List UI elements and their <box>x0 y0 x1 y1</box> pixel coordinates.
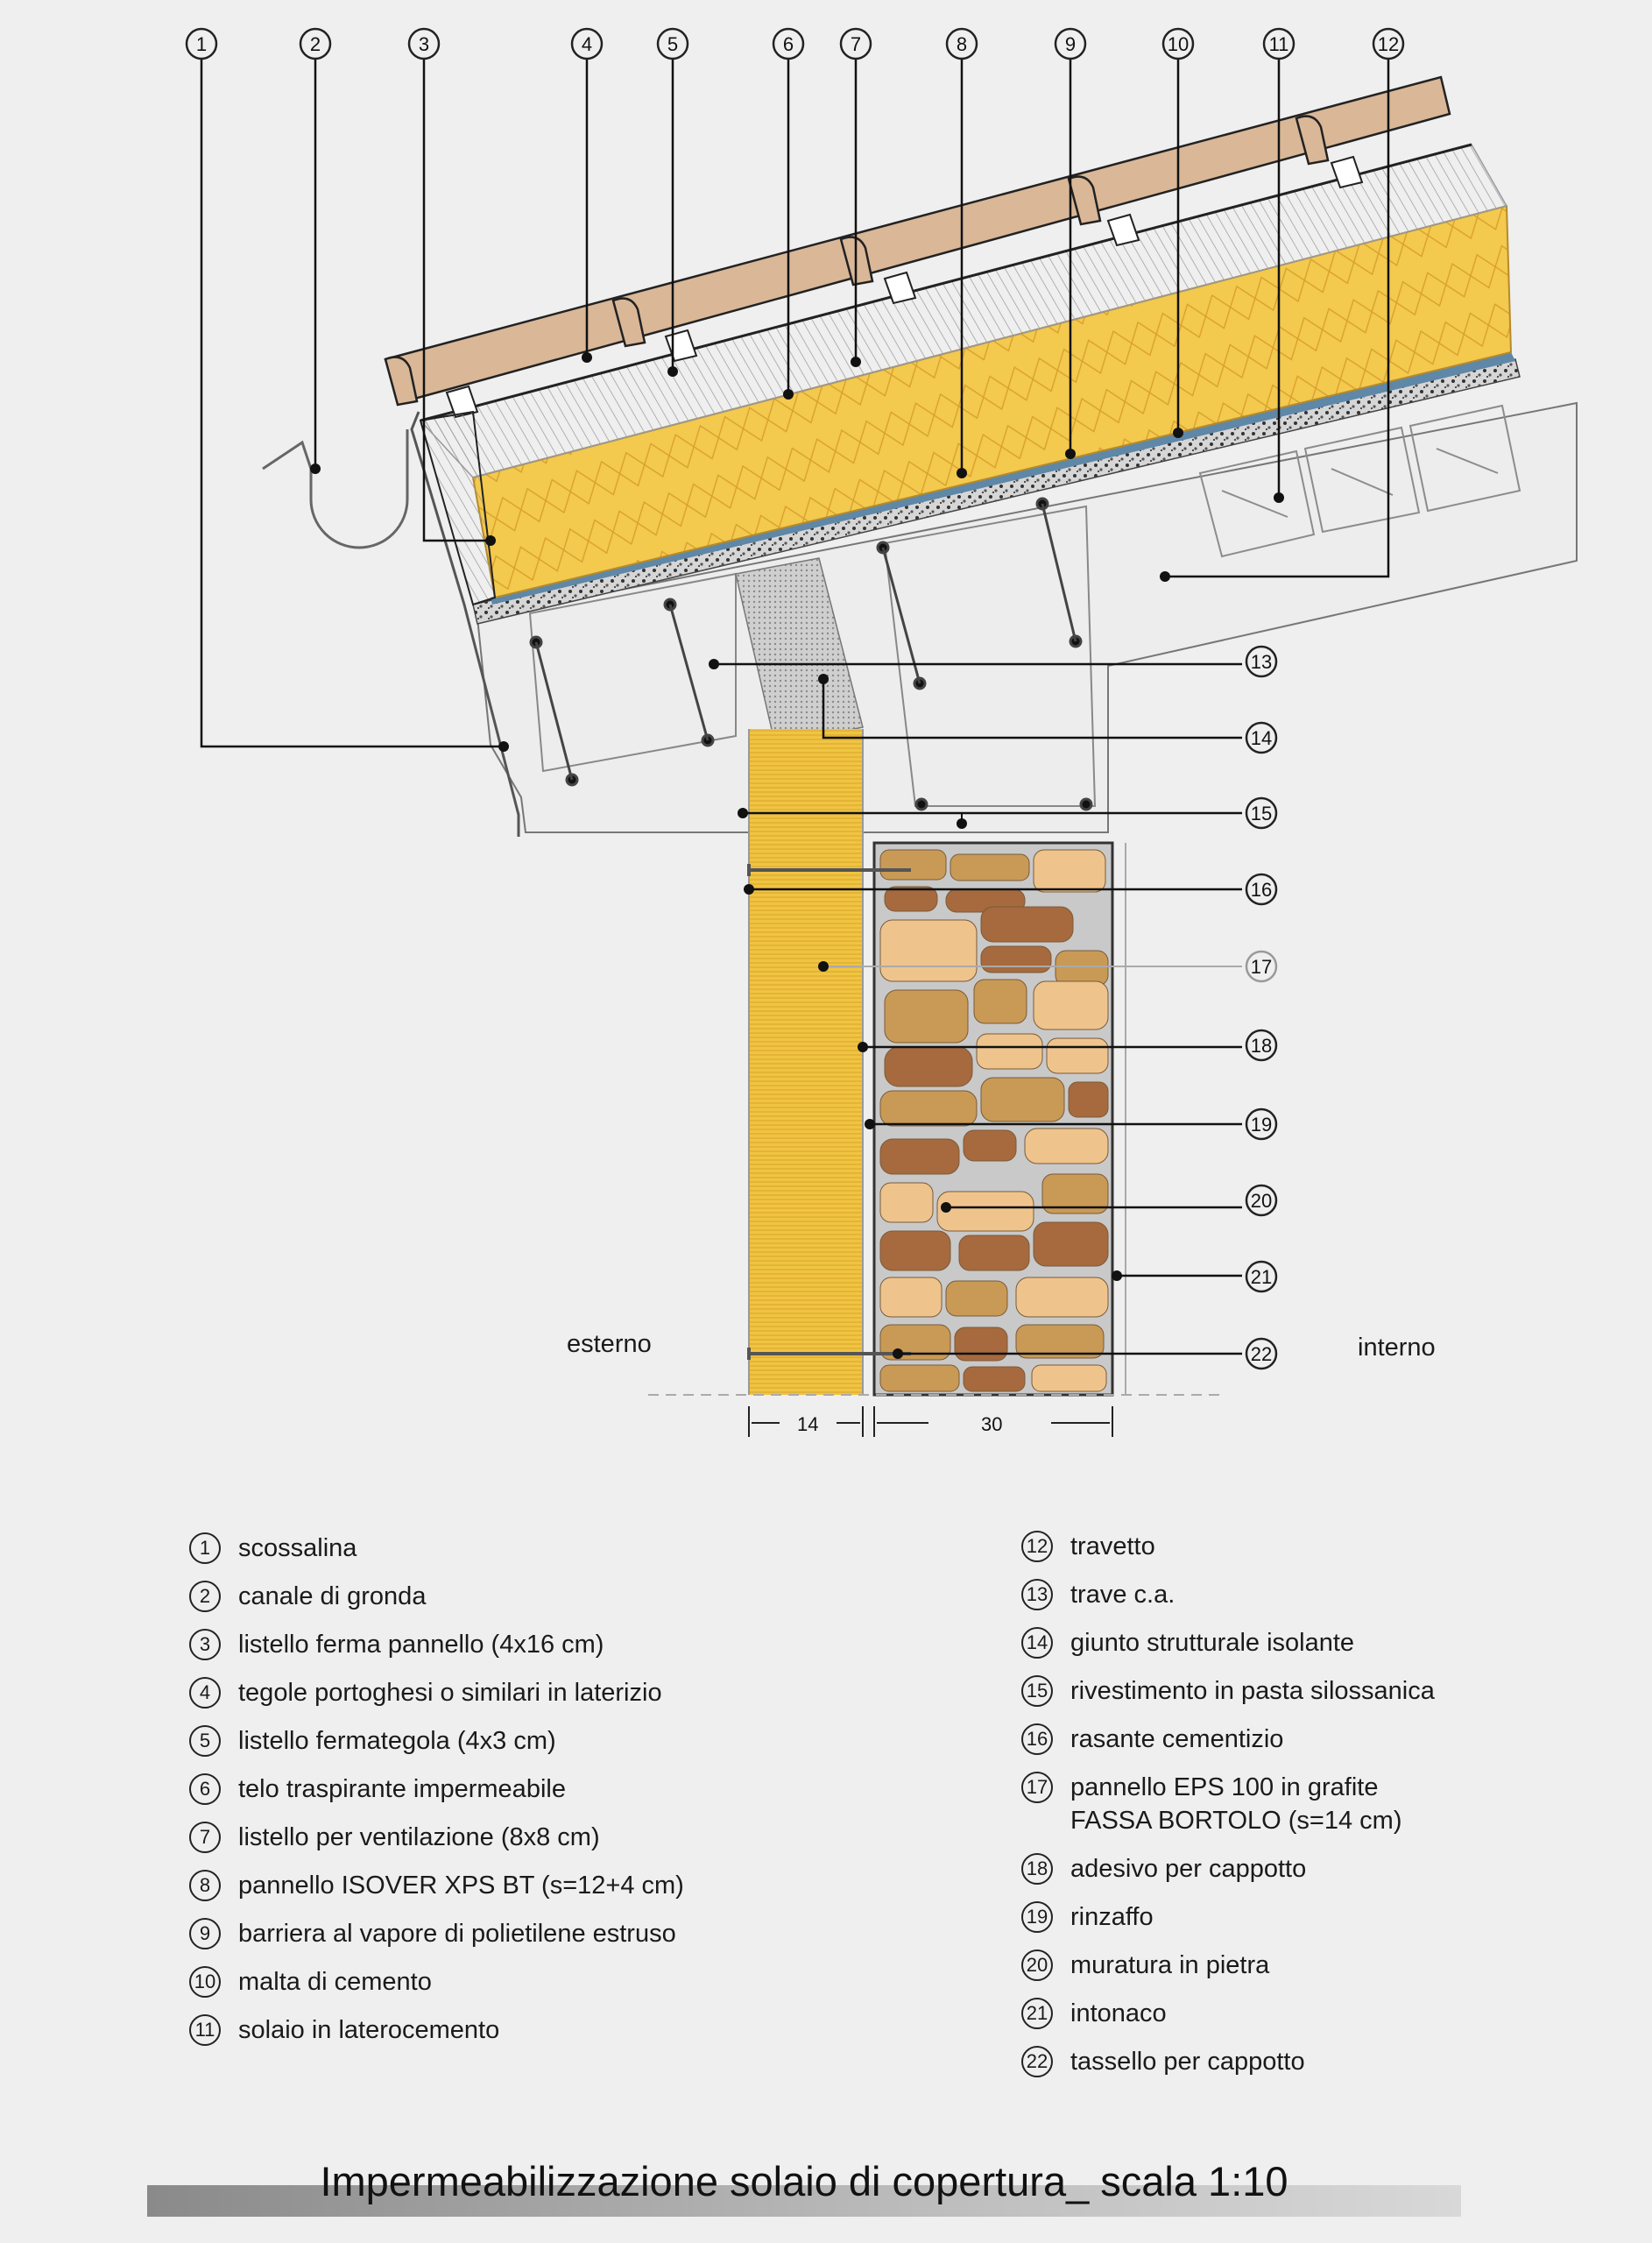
legend-number: 16 <box>1021 1723 1053 1755</box>
legend-number: 18 <box>1021 1853 1053 1885</box>
legend-text: barriera al vapore di polietilene estruso <box>238 1920 676 1948</box>
callout-number: 18 <box>1250 1035 1273 1057</box>
callout-number: 9 <box>1064 33 1077 55</box>
legend-item-5 <box>189 1724 978 1758</box>
legend-text: muratura in pietra <box>1070 1951 1270 1979</box>
callout-7 <box>841 29 871 59</box>
legend-number: 15 <box>1021 1675 1053 1707</box>
legend-item-21 <box>1021 1997 1634 2030</box>
legend-number: 19 <box>1021 1901 1053 1933</box>
legend-number: 22 <box>1021 2046 1053 2077</box>
dim-insulation: 14 <box>797 1413 819 1435</box>
legend-item-11 <box>189 2013 978 2047</box>
callout-10 <box>1163 29 1193 59</box>
legend-text: pannello EPS 100 in grafite FASSA BORTOLO (s=14 cm) <box>1070 1773 1402 1835</box>
legend-number: 20 <box>1021 1949 1053 1981</box>
callout-4 <box>572 29 602 59</box>
wall-assembly <box>648 729 1226 1437</box>
callout-13 <box>1246 647 1276 676</box>
callout-21 <box>1246 1262 1276 1291</box>
legend-text: pannello ISOVER XPS BT (s=12+4 cm) <box>238 1872 684 1900</box>
legend-number: 21 <box>1021 1998 1053 2029</box>
legend-item-2 <box>189 1580 978 1613</box>
callout-number: 8 <box>956 33 968 55</box>
callout-number: 7 <box>850 33 862 55</box>
callout-number: 13 <box>1250 651 1273 673</box>
legend-number: 5 <box>189 1725 221 1757</box>
legend-item-8 <box>189 1869 978 1902</box>
legend-item-15 <box>1021 1674 1634 1708</box>
callout-number: 11 <box>1268 33 1289 55</box>
callout-8 <box>947 29 977 59</box>
callout-6 <box>773 29 803 59</box>
legend-text: listello ferma pannello (4x16 cm) <box>238 1631 604 1659</box>
legend-item-7 <box>189 1821 978 1854</box>
callout-number: 6 <box>782 33 794 55</box>
legend-number: 13 <box>1021 1579 1053 1610</box>
legend-number: 7 <box>189 1822 221 1853</box>
legend-item-13 <box>1021 1578 1634 1611</box>
legend-text: malta di cemento <box>238 1968 432 1996</box>
legend-item-3 <box>189 1628 978 1661</box>
callout-number: 14 <box>1250 727 1273 749</box>
callout-number: 21 <box>1250 1266 1273 1288</box>
callout-3 <box>409 29 439 59</box>
legend-text: rasante cementizio <box>1070 1725 1284 1753</box>
callout-2 <box>300 29 330 59</box>
callout-number: 16 <box>1250 879 1273 901</box>
callout-number: 17 <box>1250 956 1273 978</box>
legend-left <box>189 1532 978 2062</box>
legend-number: 11 <box>189 2014 221 2046</box>
dim-wall: 30 <box>981 1413 1003 1435</box>
gutter <box>263 429 407 548</box>
callout-number: 4 <box>581 33 593 55</box>
side-callouts <box>1246 647 1276 1369</box>
legend-item-14 <box>1021 1626 1634 1659</box>
callout-number: 3 <box>418 33 430 55</box>
legend-item-18 <box>1021 1852 1634 1886</box>
label-interno: interno <box>1358 1334 1436 1362</box>
roof-assembly <box>263 77 1577 837</box>
callout-17 <box>1246 952 1276 981</box>
legend-number: 1 <box>189 1532 221 1564</box>
callout-1 <box>187 29 216 59</box>
legend-text: listello per ventilazione (8x8 cm) <box>238 1823 600 1851</box>
legend-text: scossalina <box>238 1534 357 1562</box>
legend-text: solaio in laterocemento <box>238 2016 500 2044</box>
legend-text: giunto strutturale isolante <box>1070 1629 1355 1657</box>
legend-number: 17 <box>1021 1772 1053 1803</box>
legend-text: tassello per cappotto <box>1070 2048 1305 2076</box>
callout-number: 19 <box>1250 1114 1273 1136</box>
callout-9 <box>1055 29 1085 59</box>
legend-number: 8 <box>189 1870 221 1901</box>
legend-number: 2 <box>189 1581 221 1612</box>
legend-text: rinzaffo <box>1070 1903 1154 1931</box>
legend-number: 4 <box>189 1677 221 1709</box>
callout-number: 5 <box>667 33 679 55</box>
callout-11 <box>1264 29 1294 59</box>
legend-text: listello fermategola (4x3 cm) <box>238 1727 556 1755</box>
legend-text: rivestimento in pasta silossanica <box>1070 1677 1435 1705</box>
legend-item-6 <box>189 1772 978 1806</box>
legend-right <box>1021 1530 1634 2093</box>
legend-item-4 <box>189 1676 978 1709</box>
callout-16 <box>1246 874 1276 904</box>
legend-item-12 <box>1021 1530 1634 1563</box>
callout-5 <box>658 29 688 59</box>
legend-text: telo traspirante impermeabile <box>238 1775 566 1803</box>
callout-18 <box>1246 1030 1276 1060</box>
label-esterno: esterno <box>567 1330 652 1358</box>
legend-item-10 <box>189 1965 978 1999</box>
legend-text: intonaco <box>1070 1999 1167 2027</box>
callout-19 <box>1246 1109 1276 1139</box>
callout-number: 12 <box>1377 33 1400 55</box>
top-callouts <box>187 29 1403 59</box>
callout-number: 10 <box>1167 33 1190 55</box>
callout-15 <box>1246 798 1276 828</box>
callout-20 <box>1246 1185 1276 1215</box>
callout-22 <box>1246 1339 1276 1369</box>
legend-item-9 <box>189 1917 978 1950</box>
legend-number: 3 <box>189 1629 221 1660</box>
legend-item-1 <box>189 1532 978 1565</box>
callout-12 <box>1373 29 1403 59</box>
callout-number: 2 <box>309 33 321 55</box>
legend-number: 10 <box>189 1966 221 1998</box>
legend-number: 6 <box>189 1773 221 1805</box>
legend-item-16 <box>1021 1723 1634 1756</box>
callout-number: 22 <box>1250 1343 1273 1365</box>
legend-item-22 <box>1021 2045 1634 2078</box>
drawing-title: Impermeabilizzazione solaio di copertura_ scala 1:10 <box>320 2158 1288 2204</box>
legend-text: travetto <box>1070 1532 1155 1560</box>
legend-item-19 <box>1021 1900 1634 1934</box>
legend-item-20 <box>1021 1949 1634 1982</box>
legend-text: adesivo per cappotto <box>1070 1855 1307 1883</box>
legend-number: 9 <box>189 1918 221 1949</box>
callout-number: 15 <box>1250 803 1273 824</box>
eps-insulation <box>749 729 863 1395</box>
legend-text: canale di gronda <box>238 1582 427 1610</box>
legend-text: trave c.a. <box>1070 1581 1175 1609</box>
legend-text: tegole portoghesi o similari in laterizio <box>238 1679 662 1707</box>
callout-14 <box>1246 723 1276 753</box>
legend-number: 14 <box>1021 1627 1053 1659</box>
callout-number: 20 <box>1250 1190 1273 1212</box>
legend-item-17 <box>1021 1771 1634 1837</box>
legend-number: 12 <box>1021 1531 1053 1562</box>
callout-number: 1 <box>195 33 208 55</box>
